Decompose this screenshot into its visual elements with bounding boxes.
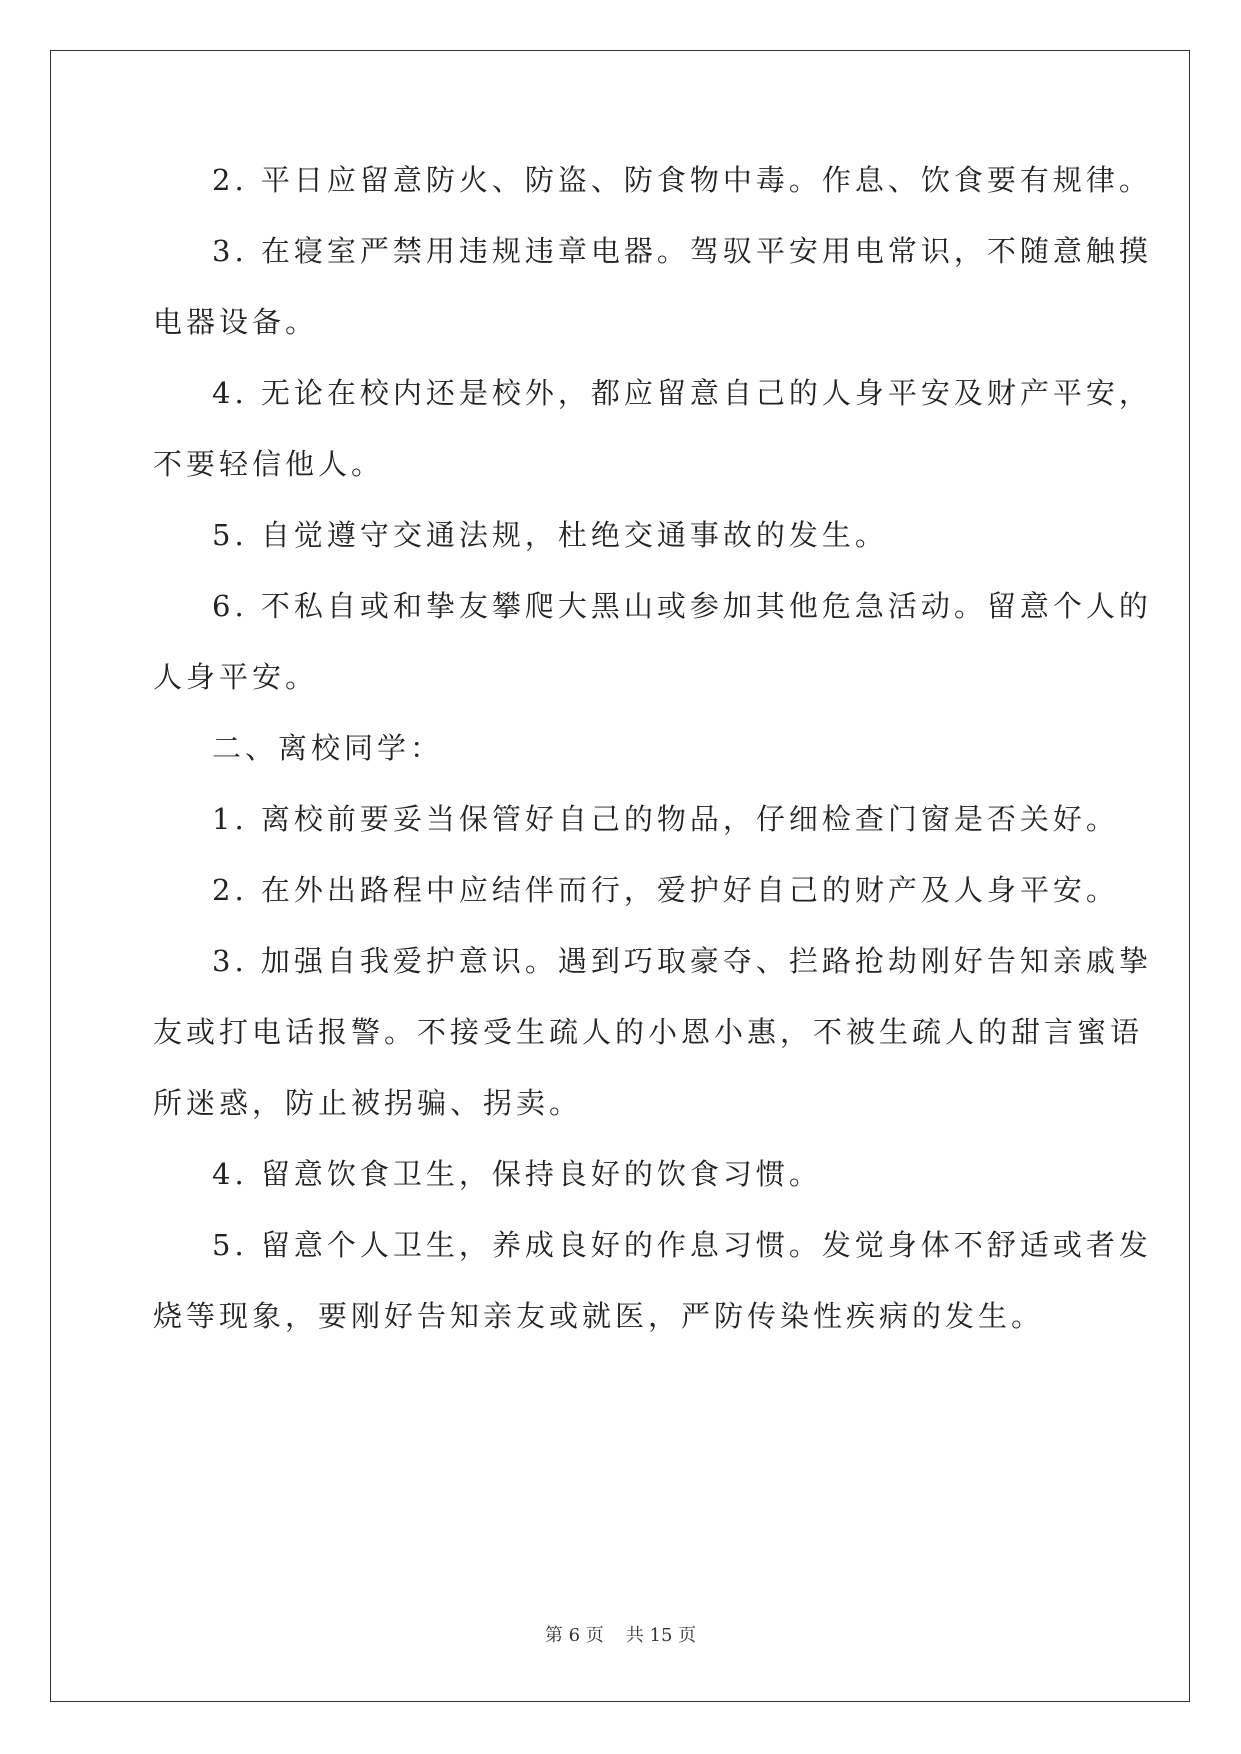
text-line: 人身平安。 (153, 660, 319, 694)
text-line: 烧等现象，要刚好告知亲友或就医，严防传染性疾病的发生。 (153, 1299, 1045, 1333)
text-line: 所迷惑，防止被拐骗、拐卖。 (153, 1086, 583, 1120)
text-line: 电器设备。 (153, 305, 319, 339)
page-footer (0, 1624, 1241, 1648)
text-line: 1. 离校前要妥当保管好自己的物品，仔细检查门窗是否关好。 (212, 802, 1119, 836)
text-line: 2. 平日应留意防火、防盗、防食物中毒。作息、饮食要有规律。 (212, 163, 1152, 197)
text-line: 5. 留意个人卫生，养成良好的作息习惯。发觉身体不舒适或者发 (212, 1228, 1152, 1262)
text-line: 3. 在寝室严禁用违规违章电器。驾驭平安用电常识，不随意触摸 (212, 234, 1152, 268)
text-line: 不要轻信他人。 (153, 447, 385, 481)
text-line: 4. 留意饮食卫生，保持良好的饮食习惯。 (212, 1157, 822, 1191)
text-line: 友或打电话报警。不接受生疏人的小恩小惠，不被生疏人的甜言蜜语 (153, 1015, 1144, 1049)
section-heading: 二、离校同学： (212, 731, 444, 765)
page-total: 共 15 页 (625, 1625, 697, 1646)
text-line: 6. 不私自或和挚友攀爬大黑山或参加其他危急活动。留意个人的 (212, 589, 1152, 623)
text-line: 4. 无论在校内还是校外，都应留意自己的人身平安及财产平安， (212, 376, 1152, 410)
text-line: 2. 在外出路程中应结伴而行，爱护好自己的财产及人身平安。 (212, 873, 1119, 907)
page-number: 第 6 页 (544, 1625, 604, 1646)
text-line: 5. 自觉遵守交通法规，杜绝交通事故的发生。 (212, 518, 888, 552)
text-line: 3. 加强自我爱护意识。遇到巧取豪夺、拦路抢劫刚好告知亲戚挚 (212, 944, 1152, 978)
